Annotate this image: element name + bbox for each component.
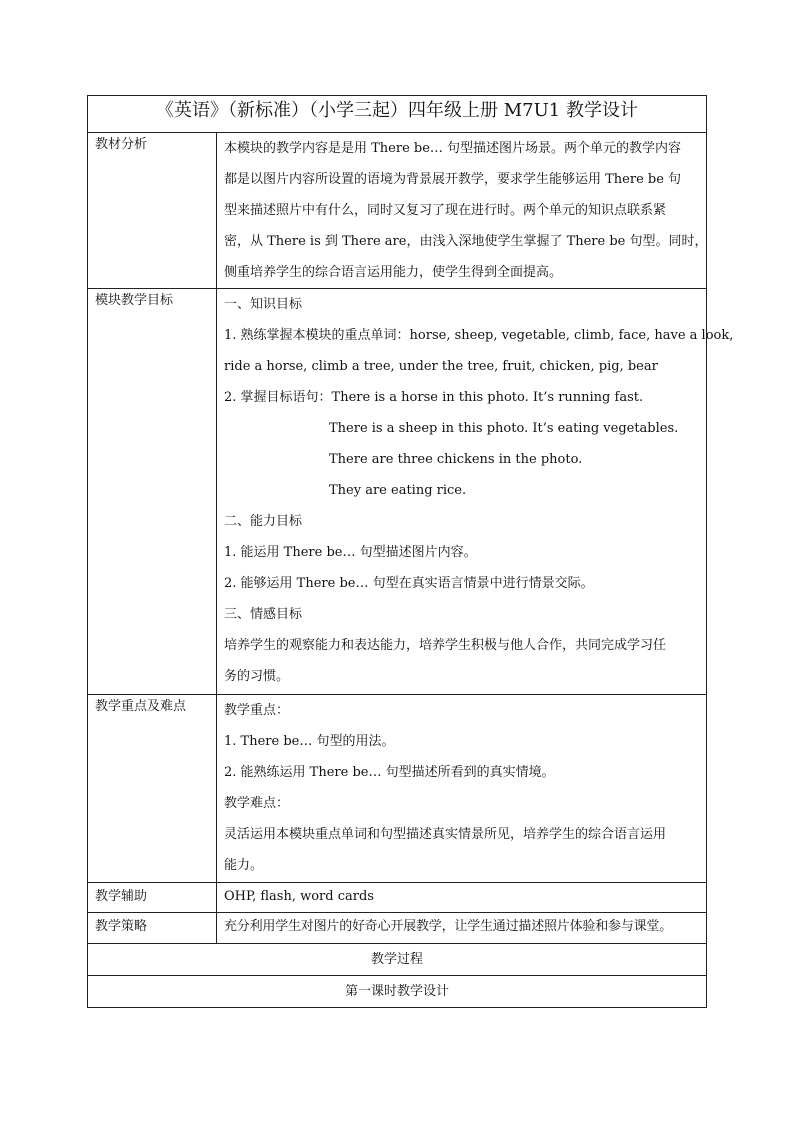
objective-text: 2. 能够运用 There be… 句型在真实语言情景中进行情景交际。: [224, 576, 594, 591]
keypoint-text: 能力。: [224, 858, 264, 873]
lesson1-heading: 第一课时教学设计: [88, 976, 707, 1008]
objectives-label: 模块教学目标: [88, 289, 217, 695]
objective-text: 1. 熟练掌握本模块的重点单词：horse, sheep, vegetable, climb, face, have a look,: [224, 328, 734, 343]
objectives-content: [217, 289, 734, 695]
row-objectives: [88, 289, 707, 695]
keypoints-label: 教学重点及难点: [88, 695, 217, 883]
analysis-content: [217, 133, 707, 289]
document-title: 《英语》（新标准）（小学三起）四年级上册 M7U1 教学设计: [88, 96, 707, 133]
row-aids: [88, 883, 707, 913]
emotion-heading: 三、情感目标: [224, 607, 303, 622]
objective-text: 2. 掌握目标语句：There is a horse in this photo. It’s running fast.: [224, 390, 644, 405]
row-strategy: [88, 913, 707, 944]
analysis-line: 密，从 There is 到 There are，由浅入深地使学生掌握了 There be 句型。同时，: [224, 234, 708, 249]
row-analysis: [88, 133, 707, 289]
keypoint-text: 1. There be… 句型的用法。: [224, 734, 395, 749]
aids-value: OHP, flash, word cards: [217, 883, 707, 913]
analysis-line: 都是以图片内容所设置的语境为背景展开教学，要求学生能够运用 There be 句: [224, 172, 682, 187]
objective-text: There is a sheep in this photo. It’s eating vegetables.: [329, 421, 679, 436]
keypoints-content: [217, 695, 707, 883]
analysis-line: 本模块的教学内容是是用 There be… 句型描述图片场景。两个单元的教学内容: [224, 141, 682, 156]
objective-text: There are three chickens in the photo.: [329, 452, 583, 467]
lesson-plan-table: [87, 95, 734, 1008]
analysis-line: 侧重培养学生的综合语言运用能力，使学生得到全面提高。: [224, 265, 563, 280]
keypoint-text: 2. 能熟练运用 There be… 句型描述所看到的真实情境。: [224, 765, 555, 780]
objective-text: 1. 能运用 There be… 句型描述图片内容。: [224, 545, 477, 560]
row-keypoints: [88, 695, 707, 883]
analysis-label: 教材分析: [88, 133, 217, 289]
focus-heading: 教学重点：: [224, 703, 290, 718]
knowledge-heading: 一、知识目标: [224, 297, 303, 312]
strategy-value: 充分利用学生对图片的好奇心开展教学，让学生通过描述照片体验和参与课堂。: [217, 913, 707, 944]
ability-heading: 二、能力目标: [224, 514, 303, 529]
analysis-line: 型来描述照片中有什么，同时又复习了现在进行时。两个单元的知识点联系紧: [224, 203, 667, 218]
strategy-label: 教学策略: [88, 913, 217, 944]
objective-text: They are eating rice.: [329, 483, 467, 498]
keypoint-text: 灵活运用本模块重点单词和句型描述真实情景所见，培养学生的综合语言运用: [224, 827, 667, 842]
objective-text: 务的习惯。: [224, 669, 290, 684]
objective-text: 培养学生的观察能力和表达能力，培养学生积极与他人合作，共同完成学习任: [224, 638, 667, 653]
row-process: [88, 944, 707, 976]
row-lesson1: [88, 976, 707, 1008]
difficulty-heading: 教学难点：: [224, 796, 290, 811]
process-heading: 教学过程: [88, 944, 707, 976]
objective-text: ride a horse, climb a tree, under the tree, fruit, chicken, pig, bear: [224, 359, 658, 374]
aids-label: 教学辅助: [88, 883, 217, 913]
